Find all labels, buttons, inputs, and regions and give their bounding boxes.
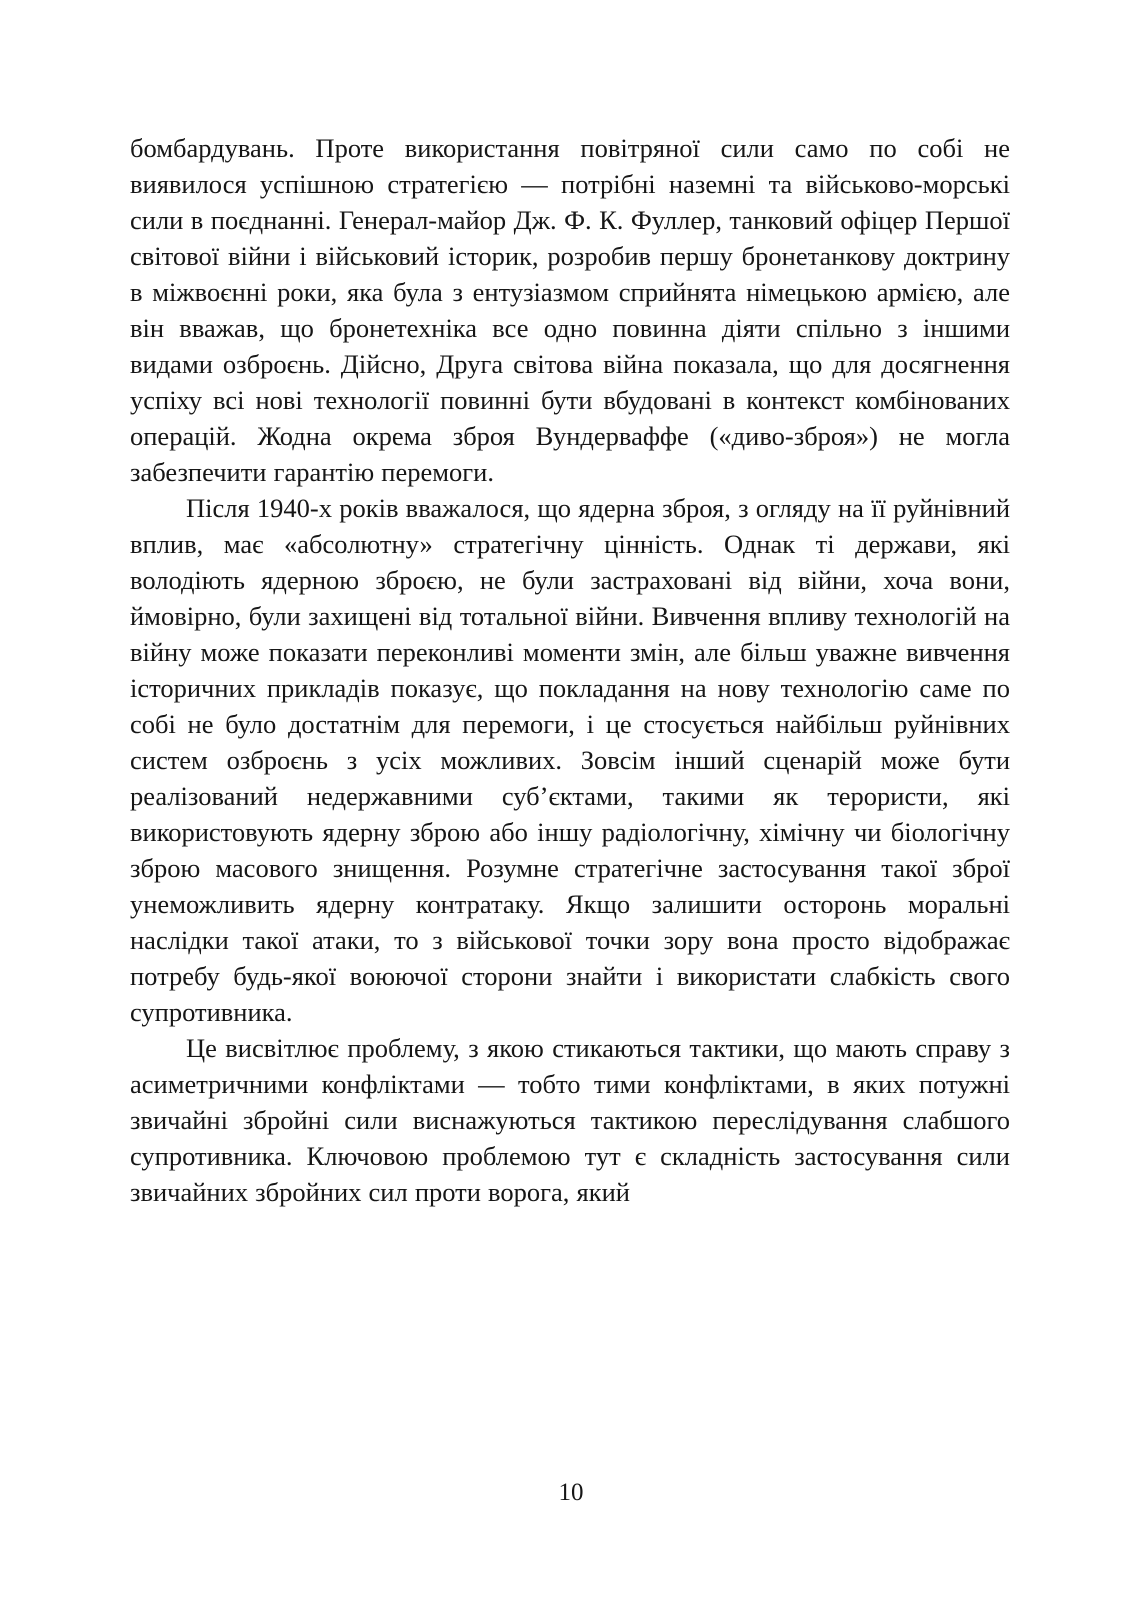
paragraph: бомбардувань. Проте використання повітряної сили само по собі не виявилося успішною стратегією — потрібні наземні та військово-морські сили в поєднанні. Генерал-майор Дж. Ф. К. Фуллер, танковий офіцер Першої світової війни і військовий історик, розробив першу бронетанкову доктрину в міжвоєнні роки, яка була з ентузіазмом сприйнята німецькою армією, але він вважав, що бронетехніка все одно повинна діяти спільно з іншими видами озброєнь. Дійсно, Друга світова війна показала, що для досягнення успіху всі нові технології повинні бути вбудовані в контекст комбінованих операцій. Жодна окрема зброя Вундерваффе («диво-зброя») не могла забезпечити гарантію перемоги. (130, 133, 1010, 487)
page-body-text (130, 130, 1010, 1210)
page-number: 10 (558, 1479, 584, 1506)
paragraph: Після 1940-х років вважалося, що ядерна зброя, з огляду на її руйнівний вплив, має «абсолютну» стратегічну цінність. Однак ті держави, які володіють ядерною зброєю, не були застраховані від війни, хоча вони, ймовірно, були захищені від тотальної війни. Вивчення впливу технологій на війну може показати переконливі моменти змін, але більш уважне вивчення історичних прикладів показує, що покладання на нову технологію саме по собі не було достатнім для перемоги, і це стосується найбільш руйнівних систем озброєнь з усіх можливих. Зовсім інший сценарій може бути реалізований недержавними суб’єктами, такими як терористи, які використовують ядерну зброю або іншу радіологічну, хімічну чи біологічну зброю масового знищення. Розумне стратегічне застосування такої зброї унеможливить ядерну контратаку. Якщо залишити осторонь моральні наслідки такої атаки, то з військової точки зору вона просто відображає потребу будь-якої воюючої сторони знайти і використати слабкість свого супротивника. (130, 493, 1010, 1027)
paragraph: Це висвітлює проблему, з якою стикаються тактики, що мають справу з асиметричними конфліктами — тобто тими конфліктами, в яких потужні звичайні збройні сили виснажуються тактикою переслідування слабшого супротивника. Ключовою проблемою тут є складність застосування сили звичайних збройних сил проти ворога, який (130, 1033, 1010, 1207)
